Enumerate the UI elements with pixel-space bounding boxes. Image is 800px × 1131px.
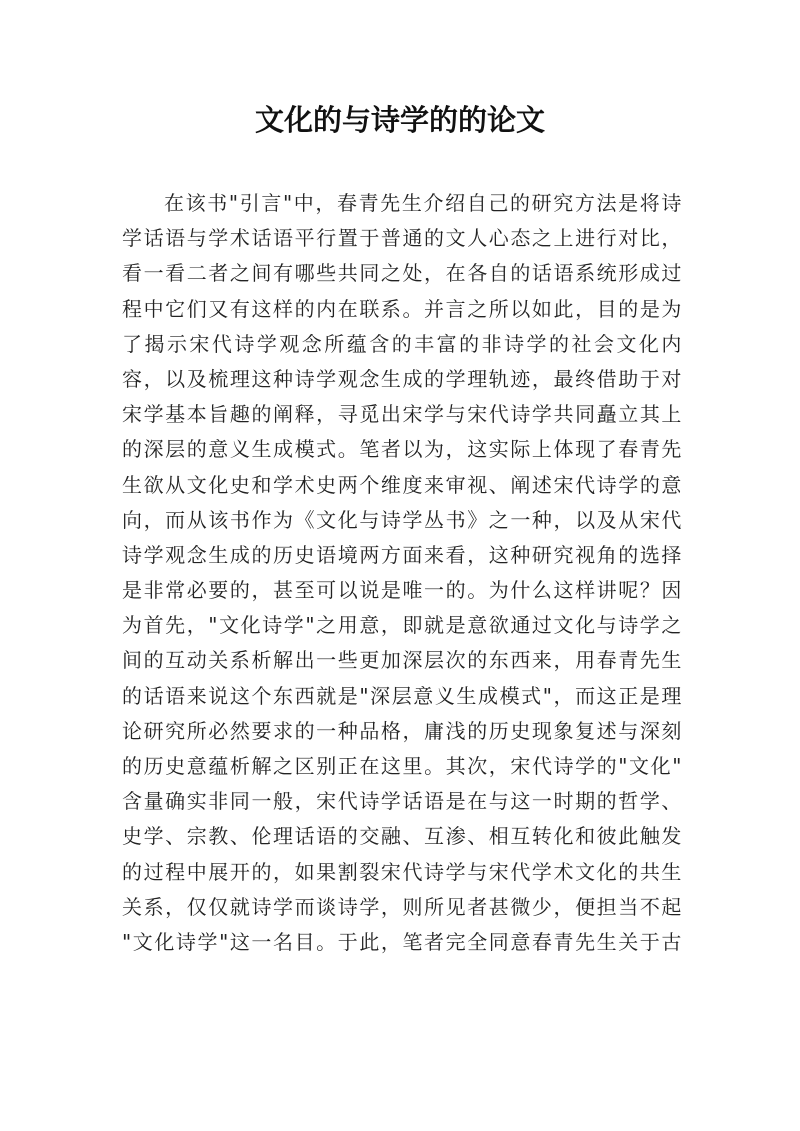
- paragraph-line: 间的互动关系析解出一些更加深层次的东西来，用春青先生: [122, 648, 682, 673]
- paragraph-line: 看一看二者之间有哪些共同之处，在各自的话语系统形成过: [122, 261, 682, 286]
- paragraph-line: 含量确实非同一般，宋代诗学话语是在与这一时期的哲学、: [122, 789, 682, 814]
- paragraph-line: 史学、宗教、伦理话语的交融、互渗、相互转化和彼此触发: [122, 824, 682, 849]
- paragraph-line: 的过程中展开的，如果割裂宋代诗学与宋代学术文化的共生: [122, 859, 682, 884]
- paragraph-line: 诗学观念生成的历史语境两方面来看，这种研究视角的选择: [122, 542, 682, 567]
- paragraph-line: 容，以及梳理这种诗学观念生成的学理轨迹，最终借助于对: [122, 366, 682, 391]
- paragraph-line: 生欲从文化史和学术史两个维度来审视、阐述宋代诗学的意: [122, 472, 682, 497]
- paragraph-line: 的历史意蕴析解之区别正在这里。其次，宋代诗学的"文化": [122, 754, 682, 778]
- paragraph-line: 是非常必要的，甚至可以说是唯一的。为什么这样讲呢？因: [122, 578, 682, 603]
- paragraph-line: 学话语与学术话语平行置于普通的文人心态之上进行对比，: [122, 226, 682, 251]
- paragraph-line: 的话语来说这个东西就是"深层意义生成模式"，而这正是理: [122, 683, 682, 708]
- paragraph-line: 的深层的意义生成模式。笔者以为，这实际上体现了春青先: [122, 437, 682, 462]
- document-title: 文化的与诗学的的论文: [254, 103, 545, 137]
- paragraph-line: 为首先，"文化诗学"之用意，即就是意欲通过文化与诗学之: [122, 613, 682, 638]
- body-paragraph: [122, 186, 682, 960]
- paragraph-line: "文化诗学"这一名目。于此，笔者完全同意春青先生关于古: [122, 929, 682, 954]
- paragraph-line: 了揭示宋代诗学观念所蕴含的丰富的非诗学的社会文化内: [122, 331, 682, 356]
- paragraph-line: 论研究所必然要求的一种品格，庸浅的历史现象复述与深刻: [122, 718, 682, 743]
- paragraph-line: 在该书"引言"中，春青先生介绍自己的研究方法是将诗: [164, 191, 682, 215]
- paragraph-line: 程中它们又有这样的内在联系。并言之所以如此，目的是为: [122, 296, 682, 321]
- paragraph-line: 关系，仅仅就诗学而谈诗学，则所见者甚微少，便担当不起: [122, 894, 682, 919]
- paragraph-line: 宋学基本旨趣的阐释，寻觅出宋学与宋代诗学共同矗立其上: [122, 402, 682, 427]
- paragraph-line: 向，而从该书作为《文化与诗学丛书》之一种，以及从宋代: [122, 507, 682, 532]
